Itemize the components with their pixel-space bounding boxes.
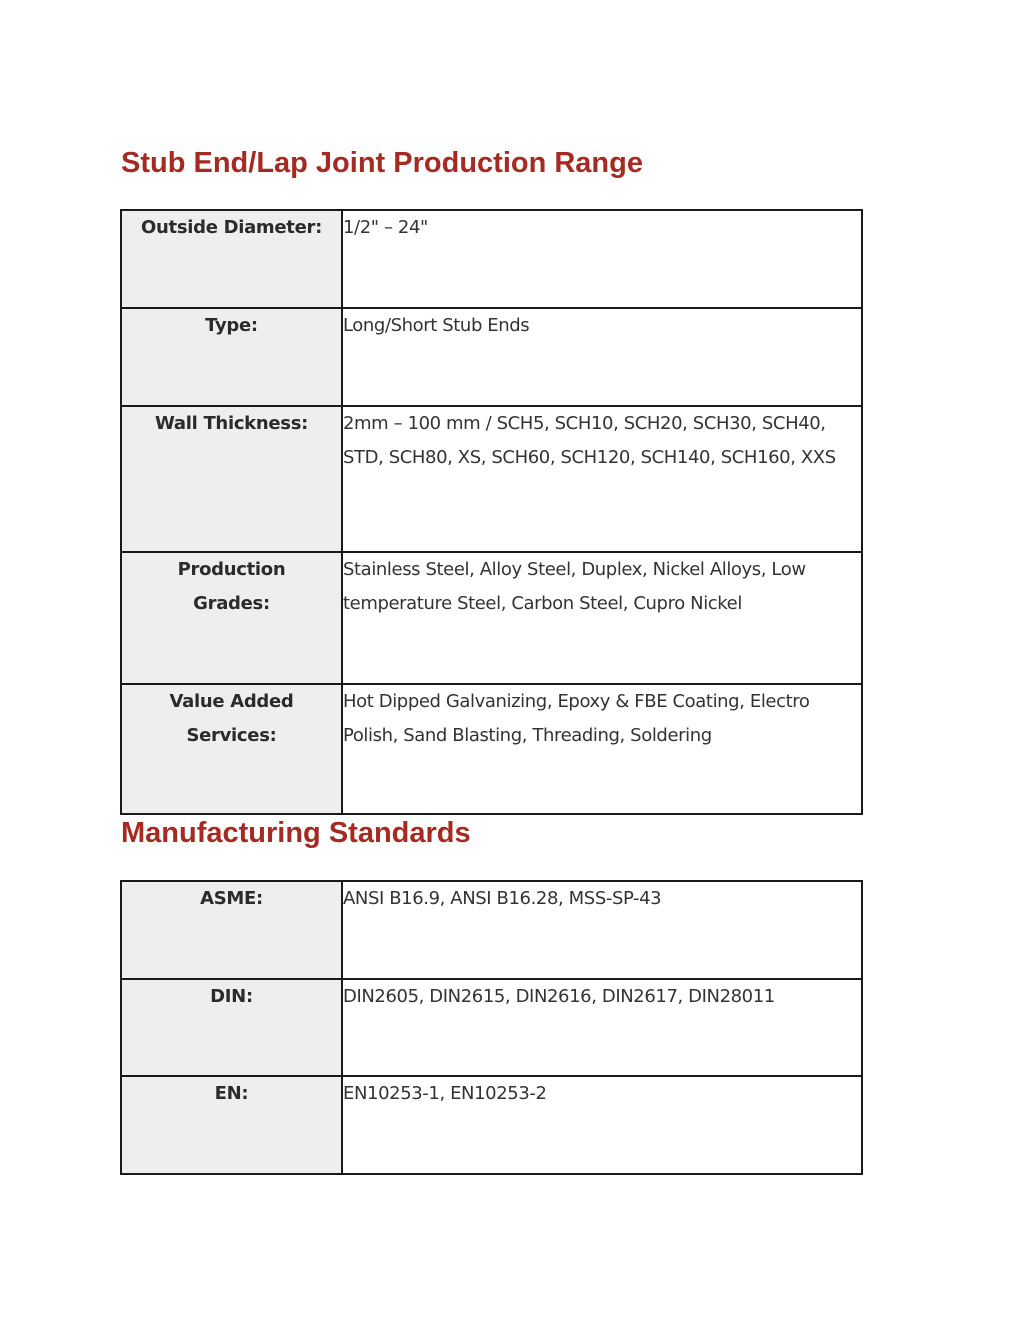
value-added-services-label-cell [121,684,342,814]
production-range-table [120,209,863,815]
value-added-services-value-cell [342,684,862,814]
din-label: DIN: [210,986,253,1007]
production-grades-value: Stainless Steel, Alloy Steel, Duplex, Nickel Alloys, Low temperature Steel, Carbon Steel, Cupro Nickel [343,559,806,614]
table-row [121,552,862,684]
din-label-cell [121,979,342,1076]
table-row [121,406,862,552]
production-grades-label: Production Grades: [177,559,286,614]
value-added-services-label: Value Added Services: [169,691,294,746]
table-row [121,684,862,814]
din-value: DIN2605, DIN2615, DIN2616, DIN2617, DIN28011 [343,986,775,1007]
wall-thickness-label-cell [121,406,342,552]
table-row [121,881,862,979]
type-label-cell [121,308,342,406]
asme-value: ANSI B16.9, ANSI B16.28, MSS-SP-43 [343,888,662,909]
asme-label-cell [121,881,342,979]
outside-diameter-label: Outside Diameter: [141,217,322,238]
outside-diameter-label-cell [121,210,342,308]
asme-label: ASME: [200,888,263,909]
din-value-cell [342,979,862,1076]
en-value-cell [342,1076,862,1174]
wall-thickness-value: 2mm – 100 mm / SCH5, SCH10, SCH20, SCH30, SCH40, STD, SCH80, XS, SCH60, SCH120, SCH140, SCH160, XXS [343,413,836,468]
wall-thickness-label: Wall Thickness: [154,413,309,434]
type-value: Long/Short Stub Ends [343,315,530,336]
outside-diameter-value-cell [342,210,862,308]
production-grades-value-cell [342,552,862,684]
table-row [121,308,862,406]
production-grades-label-cell [121,552,342,684]
value-added-services-value: Hot Dipped Galvanizing, Epoxy & FBE Coating, Electro Polish, Sand Blasting, Threading, Soldering [343,691,810,746]
wall-thickness-value-cell [342,406,862,552]
table-row [121,210,862,308]
type-value-cell [342,308,862,406]
table-row [121,1076,862,1174]
table-row [121,979,862,1076]
type-label: Type: [205,315,258,336]
manufacturing-standards-heading: Manufacturing Standards [121,817,471,849]
asme-value-cell [342,881,862,979]
en-label-cell [121,1076,342,1174]
manufacturing-standards-table [120,880,863,1175]
en-label: EN: [214,1083,249,1104]
production-range-heading: Stub End/Lap Joint Production Range [121,147,643,179]
en-value: EN10253-1, EN10253-2 [343,1083,547,1104]
outside-diameter-value: 1/2" – 24" [343,217,428,238]
